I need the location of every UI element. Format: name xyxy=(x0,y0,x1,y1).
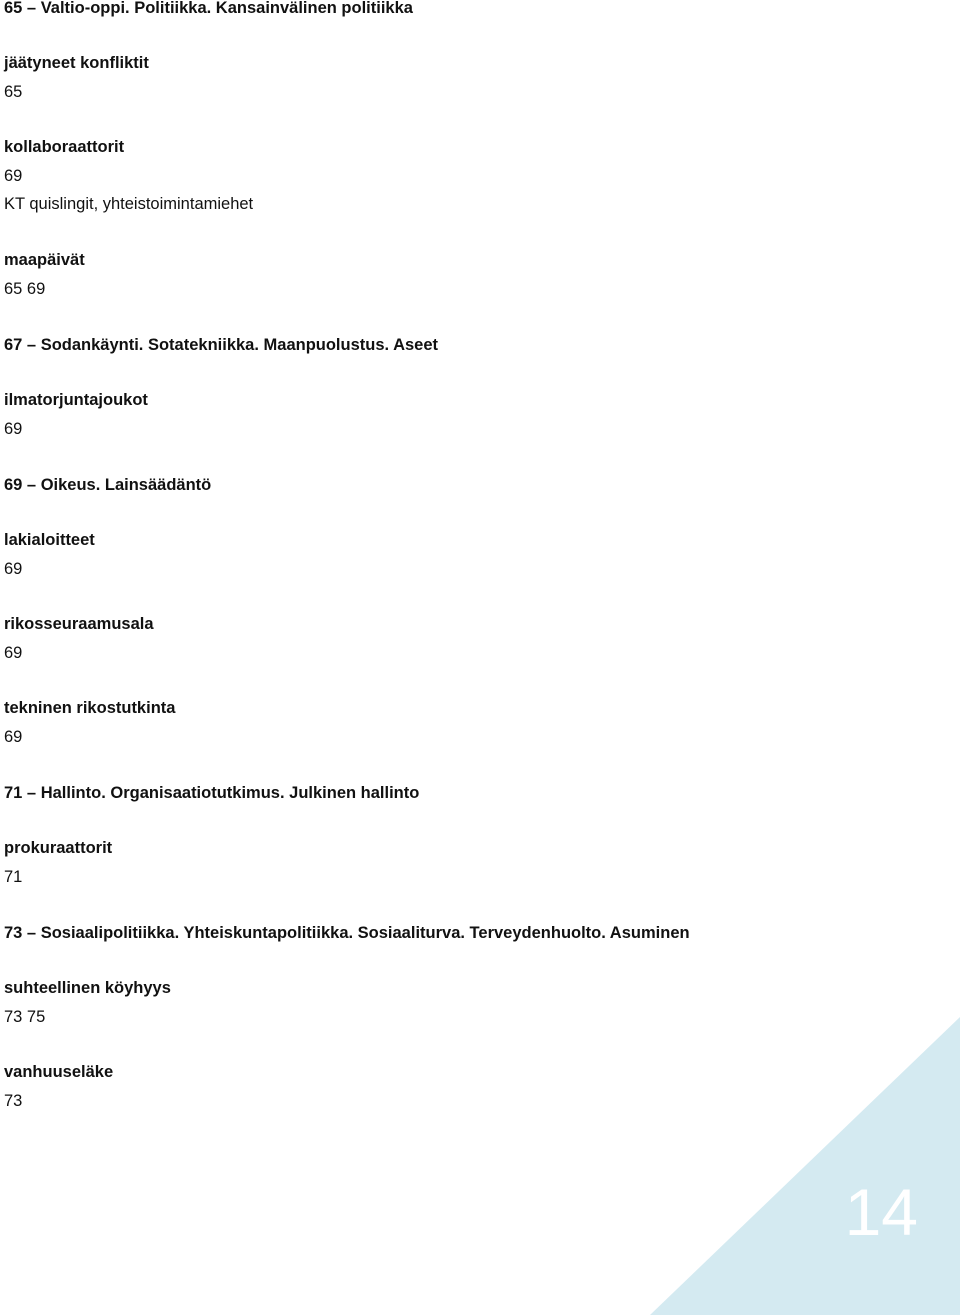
page-number: 14 xyxy=(844,1175,918,1249)
index-term: suhteellinen köyhyys xyxy=(4,979,171,997)
page-ref: 69 xyxy=(4,167,23,185)
index-term: rikosseuraamusala xyxy=(4,615,154,633)
index-term: lakialoitteet xyxy=(4,531,95,549)
index-term: tekninen rikostutkinta xyxy=(4,699,176,717)
index-term: kollaboraattorit xyxy=(4,138,125,156)
section-heading: 65 – Valtio-oppi. Politiikka. Kansainvälinen politiikka xyxy=(4,0,413,17)
index-term: prokuraattorit xyxy=(4,839,113,857)
related-terms: KT quislingit, yhteistoimintamiehet xyxy=(4,195,254,213)
corner-decoration xyxy=(650,1017,960,1315)
page-ref: 73 75 xyxy=(4,1008,46,1026)
page-ref: 65 69 xyxy=(4,280,46,298)
page-ref: 69 xyxy=(4,420,23,438)
section-heading: 73 – Sosiaalipolitiikka. Yhteiskuntapolitiikka. Sosiaaliturva. Terveydenhuolto. Asuminen xyxy=(4,924,690,942)
index-term: vanhuuseläke xyxy=(4,1063,114,1081)
page-ref: 65 xyxy=(4,83,23,101)
index-term: maapäivät xyxy=(4,251,85,269)
page-ref: 71 xyxy=(4,868,23,886)
section-heading: 67 – Sodankäynti. Sotatekniikka. Maanpuolustus. Aseet xyxy=(4,336,439,354)
index-term: jäätyneet konfliktit xyxy=(4,54,149,72)
index-term: ilmatorjuntajoukot xyxy=(4,391,148,409)
section-heading: 69 – Oikeus. Lainsäädäntö xyxy=(4,476,212,494)
page-ref: 69 xyxy=(4,560,23,578)
page-ref: 73 xyxy=(4,1092,23,1110)
page-ref: 69 xyxy=(4,728,23,746)
section-heading: 71 – Hallinto. Organisaatiotutkimus. Julkinen hallinto xyxy=(4,784,420,802)
page-ref: 69 xyxy=(4,644,23,662)
